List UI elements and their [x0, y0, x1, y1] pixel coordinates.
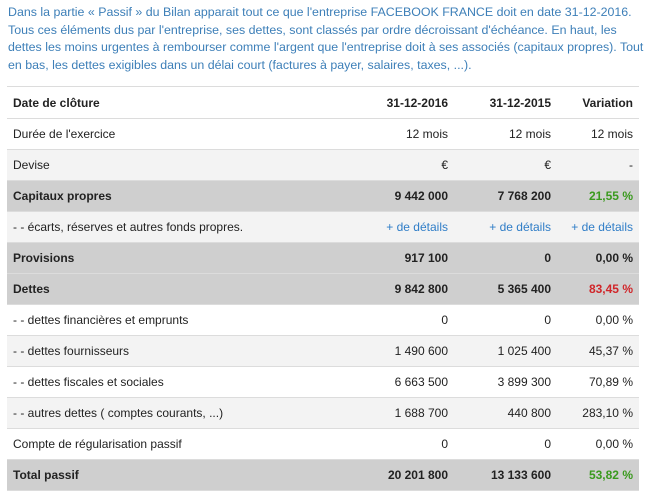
cell-2015: 0 [454, 305, 557, 336]
table-row [7, 274, 639, 305]
cell-2016: 9 842 800 [351, 274, 454, 305]
cell-variation: 45,37 % [557, 336, 639, 367]
cell-2015: 13 133 600 [454, 460, 557, 491]
table-row [7, 336, 639, 367]
cell-variation: 53,82 % [557, 460, 639, 491]
cell-2016: 917 100 [351, 243, 454, 274]
cell-2015: 440 800 [454, 398, 557, 429]
row-label: Durée de l'exercice [7, 119, 351, 150]
table-row [7, 150, 639, 181]
table-row [7, 367, 639, 398]
table-row [7, 119, 639, 150]
cell-variation: 283,10 % [557, 398, 639, 429]
cell-2015: € [454, 150, 557, 181]
intro-text: Dans la partie « Passif » du Bilan apparait tout ce que l'entreprise FACEBOOK FRANCE doit en date 31-12-2016. Tous ces éléments dus par l'entreprise, ses dettes, sont classés par ordre décroissant d'échéance. En haut, les dettes les moins urgentes à rembourser comme l'argent que l'entreprise doit à ses associés (capitaux propres). Tout en bas, les dettes exigibles dans un délai court (factures à payer, salaires, taxes, ...). [8, 5, 644, 72]
cell-2016: 0 [351, 429, 454, 460]
header-2015: 31-12-2015 [454, 87, 557, 119]
row-label: Provisions [7, 243, 351, 274]
cell-variation: 70,89 % [557, 367, 639, 398]
row-label: - - dettes financières et emprunts [7, 305, 351, 336]
table-row [7, 429, 639, 460]
cell-variation: 0,00 % [557, 243, 639, 274]
header-2016: 31-12-2016 [351, 87, 454, 119]
cell-variation: 0,00 % [557, 305, 639, 336]
cell-variation: 12 mois [557, 119, 639, 150]
cell-2016: 1 688 700 [351, 398, 454, 429]
row-label: - - dettes fiscales et sociales [7, 367, 351, 398]
row-label: Total passif [7, 460, 351, 491]
cell-2015: 5 365 400 [454, 274, 557, 305]
cell-variation: 0,00 % [557, 429, 639, 460]
table-row [7, 212, 639, 243]
cell-variation: 21,55 % [557, 181, 639, 212]
passif-table [7, 86, 639, 491]
header-label: Date de clôture [7, 87, 351, 119]
cell-2015: 3 899 300 [454, 367, 557, 398]
cell-2015: 0 [454, 243, 557, 274]
row-label: - - écarts, réserves et autres fonds propres. [7, 212, 351, 243]
cell-2016: 0 [351, 305, 454, 336]
intro-paragraph [8, 4, 644, 74]
cell-2016: 20 201 800 [351, 460, 454, 491]
cell-2015: 7 768 200 [454, 181, 557, 212]
row-label: Dettes [7, 274, 351, 305]
row-label: - - autres dettes ( comptes courants, ...) [7, 398, 351, 429]
table-header-row [7, 87, 639, 119]
cell-2016: € [351, 150, 454, 181]
details-link[interactable]: + de détails [454, 212, 557, 243]
cell-2015: 1 025 400 [454, 336, 557, 367]
cell-variation: - [557, 150, 639, 181]
cell-2016: 9 442 000 [351, 181, 454, 212]
table-row [7, 243, 639, 274]
table-row [7, 460, 639, 491]
details-link[interactable]: + de détails [557, 212, 639, 243]
cell-variation: 83,45 % [557, 274, 639, 305]
details-link[interactable]: + de détails [351, 212, 454, 243]
row-label: Devise [7, 150, 351, 181]
table-row [7, 305, 639, 336]
header-variation: Variation [557, 87, 639, 119]
table-row [7, 398, 639, 429]
row-label: Compte de régularisation passif [7, 429, 351, 460]
row-label: Capitaux propres [7, 181, 351, 212]
cell-2016: 6 663 500 [351, 367, 454, 398]
cell-2016: 1 490 600 [351, 336, 454, 367]
cell-2015: 0 [454, 429, 557, 460]
row-label: - - dettes fournisseurs [7, 336, 351, 367]
cell-2015: 12 mois [454, 119, 557, 150]
cell-2016: 12 mois [351, 119, 454, 150]
table-row [7, 181, 639, 212]
